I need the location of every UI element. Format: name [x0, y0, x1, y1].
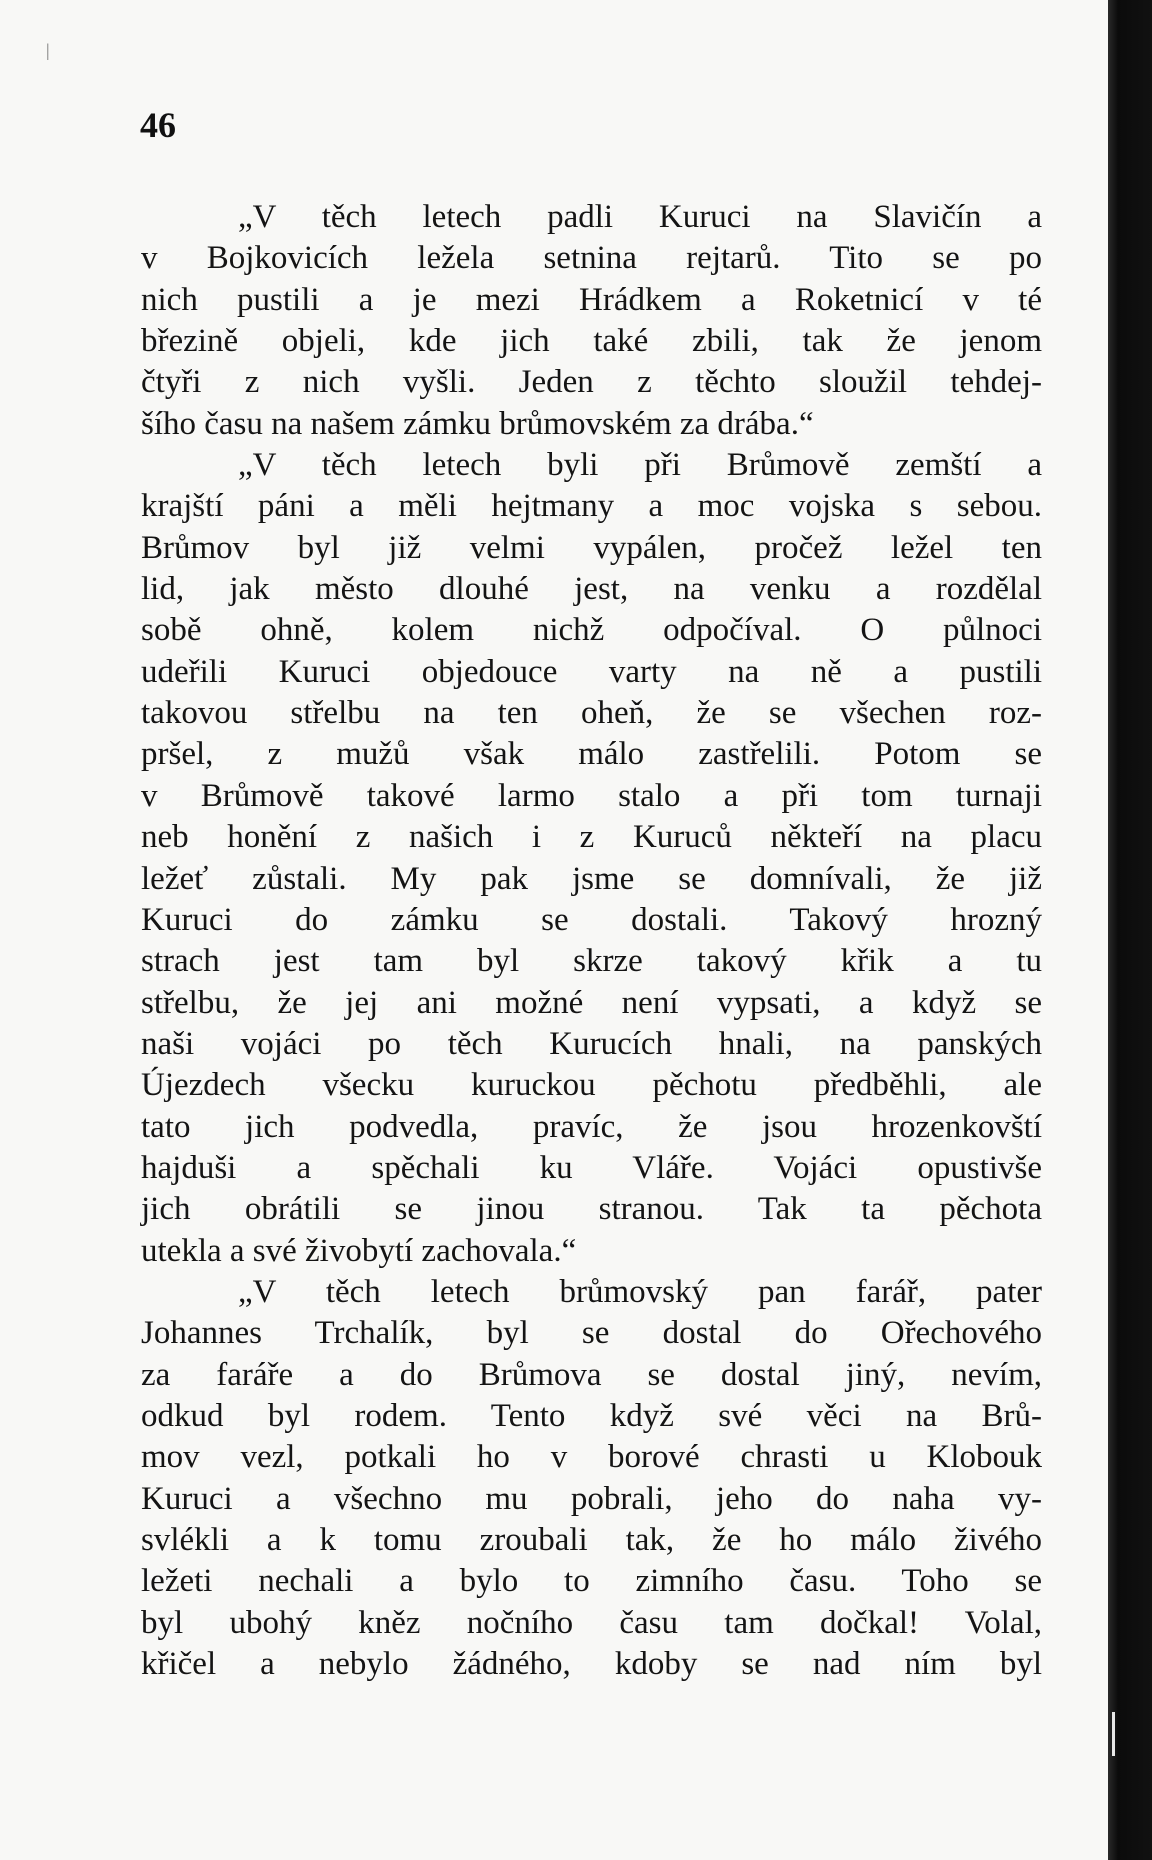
text-line: hajduši a spěchali ku Vláře. Vojáci opustivše: [141, 1149, 1042, 1186]
text-line: v Brůmově takové larmo stalo a při tom turnaji: [141, 777, 1042, 814]
text-line: svlékli a k tomu zroubali tak, že ho málo živého: [141, 1522, 1042, 1558]
text-line: Kuruci a všechno mu pobrali, jeho do naha vy-: [141, 1480, 1042, 1517]
text-line: ležeti nechali a bylo to zimního času. Toho se: [141, 1563, 1042, 1600]
text-line: Brůmov byl již velmi vypálen, pročež ležel ten: [141, 529, 1042, 566]
text-line: naši vojáci po těch Kurucích hnali, na panských: [141, 1025, 1042, 1062]
text-line: „V těch letech brůmovský pan farář, pater: [238, 1273, 1042, 1310]
text-line: „V těch letech padli Kuruci na Slavičín a: [238, 199, 1042, 235]
page-edge-shadow: [1108, 0, 1152, 1860]
text-line: mov vezl, potkali ho v borové chrasti u Klobouk: [141, 1439, 1042, 1476]
text-line: neb honění z našich i z Kuruců někteří na placu: [141, 819, 1042, 856]
text-line: březině objeli, kde jich také zbili, tak že jenom: [141, 323, 1042, 360]
text-line: krajští páni a měli hejtmany a moc vojska s sebou.: [141, 488, 1042, 525]
text-line: čtyři z nich vyšli. Jeden z těchto sloužil tehdej-: [141, 364, 1042, 401]
text-line: odkud byl rodem. Tento když své věci na Brů-: [141, 1397, 1042, 1434]
text-line: „V těch letech byli při Brůmově zemští a: [238, 447, 1042, 484]
text-line: udeřili Kuruci objedouce varty na ně a pustili: [141, 653, 1042, 690]
text-line: v Bojkovicích ležela setnina rejtarů. Tito se po: [141, 240, 1042, 277]
page-text: [141, 197, 1042, 1685]
text-line: byl ubohý kněz nočního času tam dočkal! Volal,: [141, 1604, 1042, 1641]
text-line: jich obrátili se jinou stranou. Tak ta pěchota: [141, 1191, 1042, 1228]
text-line: strach jest tam byl skrze takový křik a tu: [141, 943, 1042, 980]
text-line: pršel, z mužů však málo zastřelili. Potom se: [141, 736, 1042, 773]
page-number: 46: [140, 105, 176, 145]
text-line: za faráře a do Brůmova se dostal jiný, nevím,: [141, 1356, 1042, 1393]
text-line: nich pustili a je mezi Hrádkem a Roketnicí v té: [141, 281, 1042, 318]
text-line: střelbu, že jej ani možné není vypsati, a když se: [141, 984, 1042, 1021]
text-line: křičel a nebylo žádného, kdoby se nad ním byl: [141, 1646, 1042, 1683]
margin-speck: |: [46, 40, 50, 60]
text-line: Kuruci do zámku se dostali. Takový hrozný: [141, 901, 1042, 938]
text-line: šího času na našem zámku brůmovském za drába.“: [141, 405, 814, 442]
text-line: sobě ohně, kolem nichž odpočíval. O půlnoci: [141, 612, 1042, 649]
text-line: tato jich podvedla, pravíc, že jsou hrozenkovští: [141, 1108, 1042, 1145]
text-line: lid, jak město dlouhé jest, na venku a rozdělal: [141, 571, 1042, 608]
page-edge-tick: [1112, 1712, 1115, 1756]
text-line: utekla a své živobytí zachovala.“: [141, 1232, 577, 1269]
text-line: Johannes Trchalík, byl se dostal do Ořechového: [141, 1315, 1042, 1352]
text-line: takovou střelbu na ten oheň, že se všechen roz-: [141, 695, 1042, 732]
text-line: Újezdech všecku kuruckou pěchotu předběhli, ale: [141, 1067, 1042, 1104]
text-line: ležeť zůstali. My pak jsme se domnívali, že již: [141, 860, 1042, 897]
